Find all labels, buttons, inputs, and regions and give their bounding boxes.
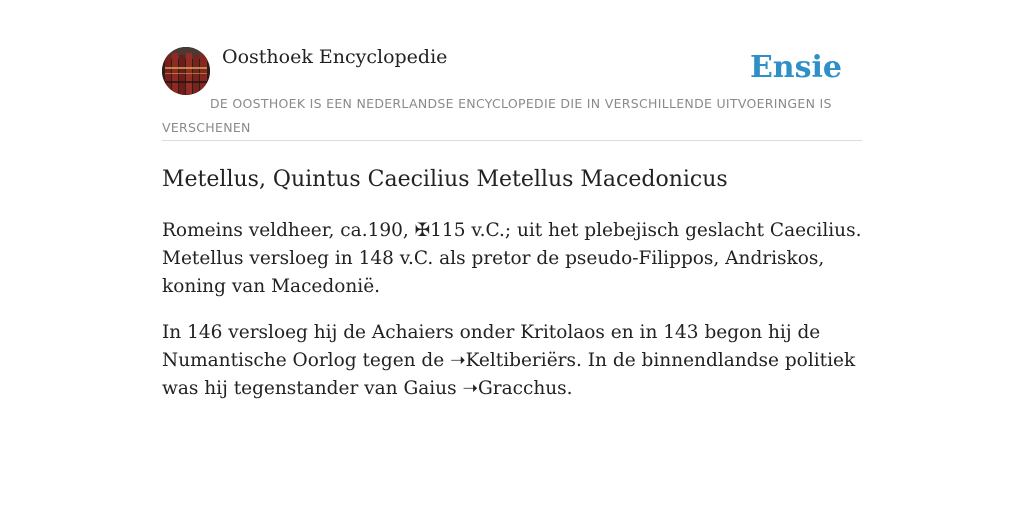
ensie-logo[interactable]: Ensie [749,50,842,85]
page-container [162,40,862,421]
article-paragraph: Romeins veldheer, ca.190, ✠115 v.C.; uit het plebejisch geslacht Caecilius. Metellus versloeg in 148 v.C. als pretor de pseudo-Filippos, Andriskos, koning van Macedonië. [162,220,862,297]
article-title: Metellus, Quintus Caecilius Metellus Macedonicus [162,167,728,192]
encyclopedia-books-icon[interactable] [162,47,210,95]
source-title[interactable]: Oosthoek Encyclopedie [222,46,448,68]
article-body [162,217,862,403]
article-paragraph: In 146 versloeg hij de Achaiers onder Kritolaos en in 143 begon hij de Numantische Oorlog tegen de ➝Keltiberiërs. In de binnendlandse politiek was hij tegenstander van Gaius ➝Gracchus. [162,322,856,399]
source-tagline: DE OOSTHOEK IS EEN NEDERLANDSE ENCYCLOPEDIE DIE IN VERSCHILLENDE UITVOERINGEN IS VERSCHENEN [162,96,832,135]
source-header [162,40,862,141]
